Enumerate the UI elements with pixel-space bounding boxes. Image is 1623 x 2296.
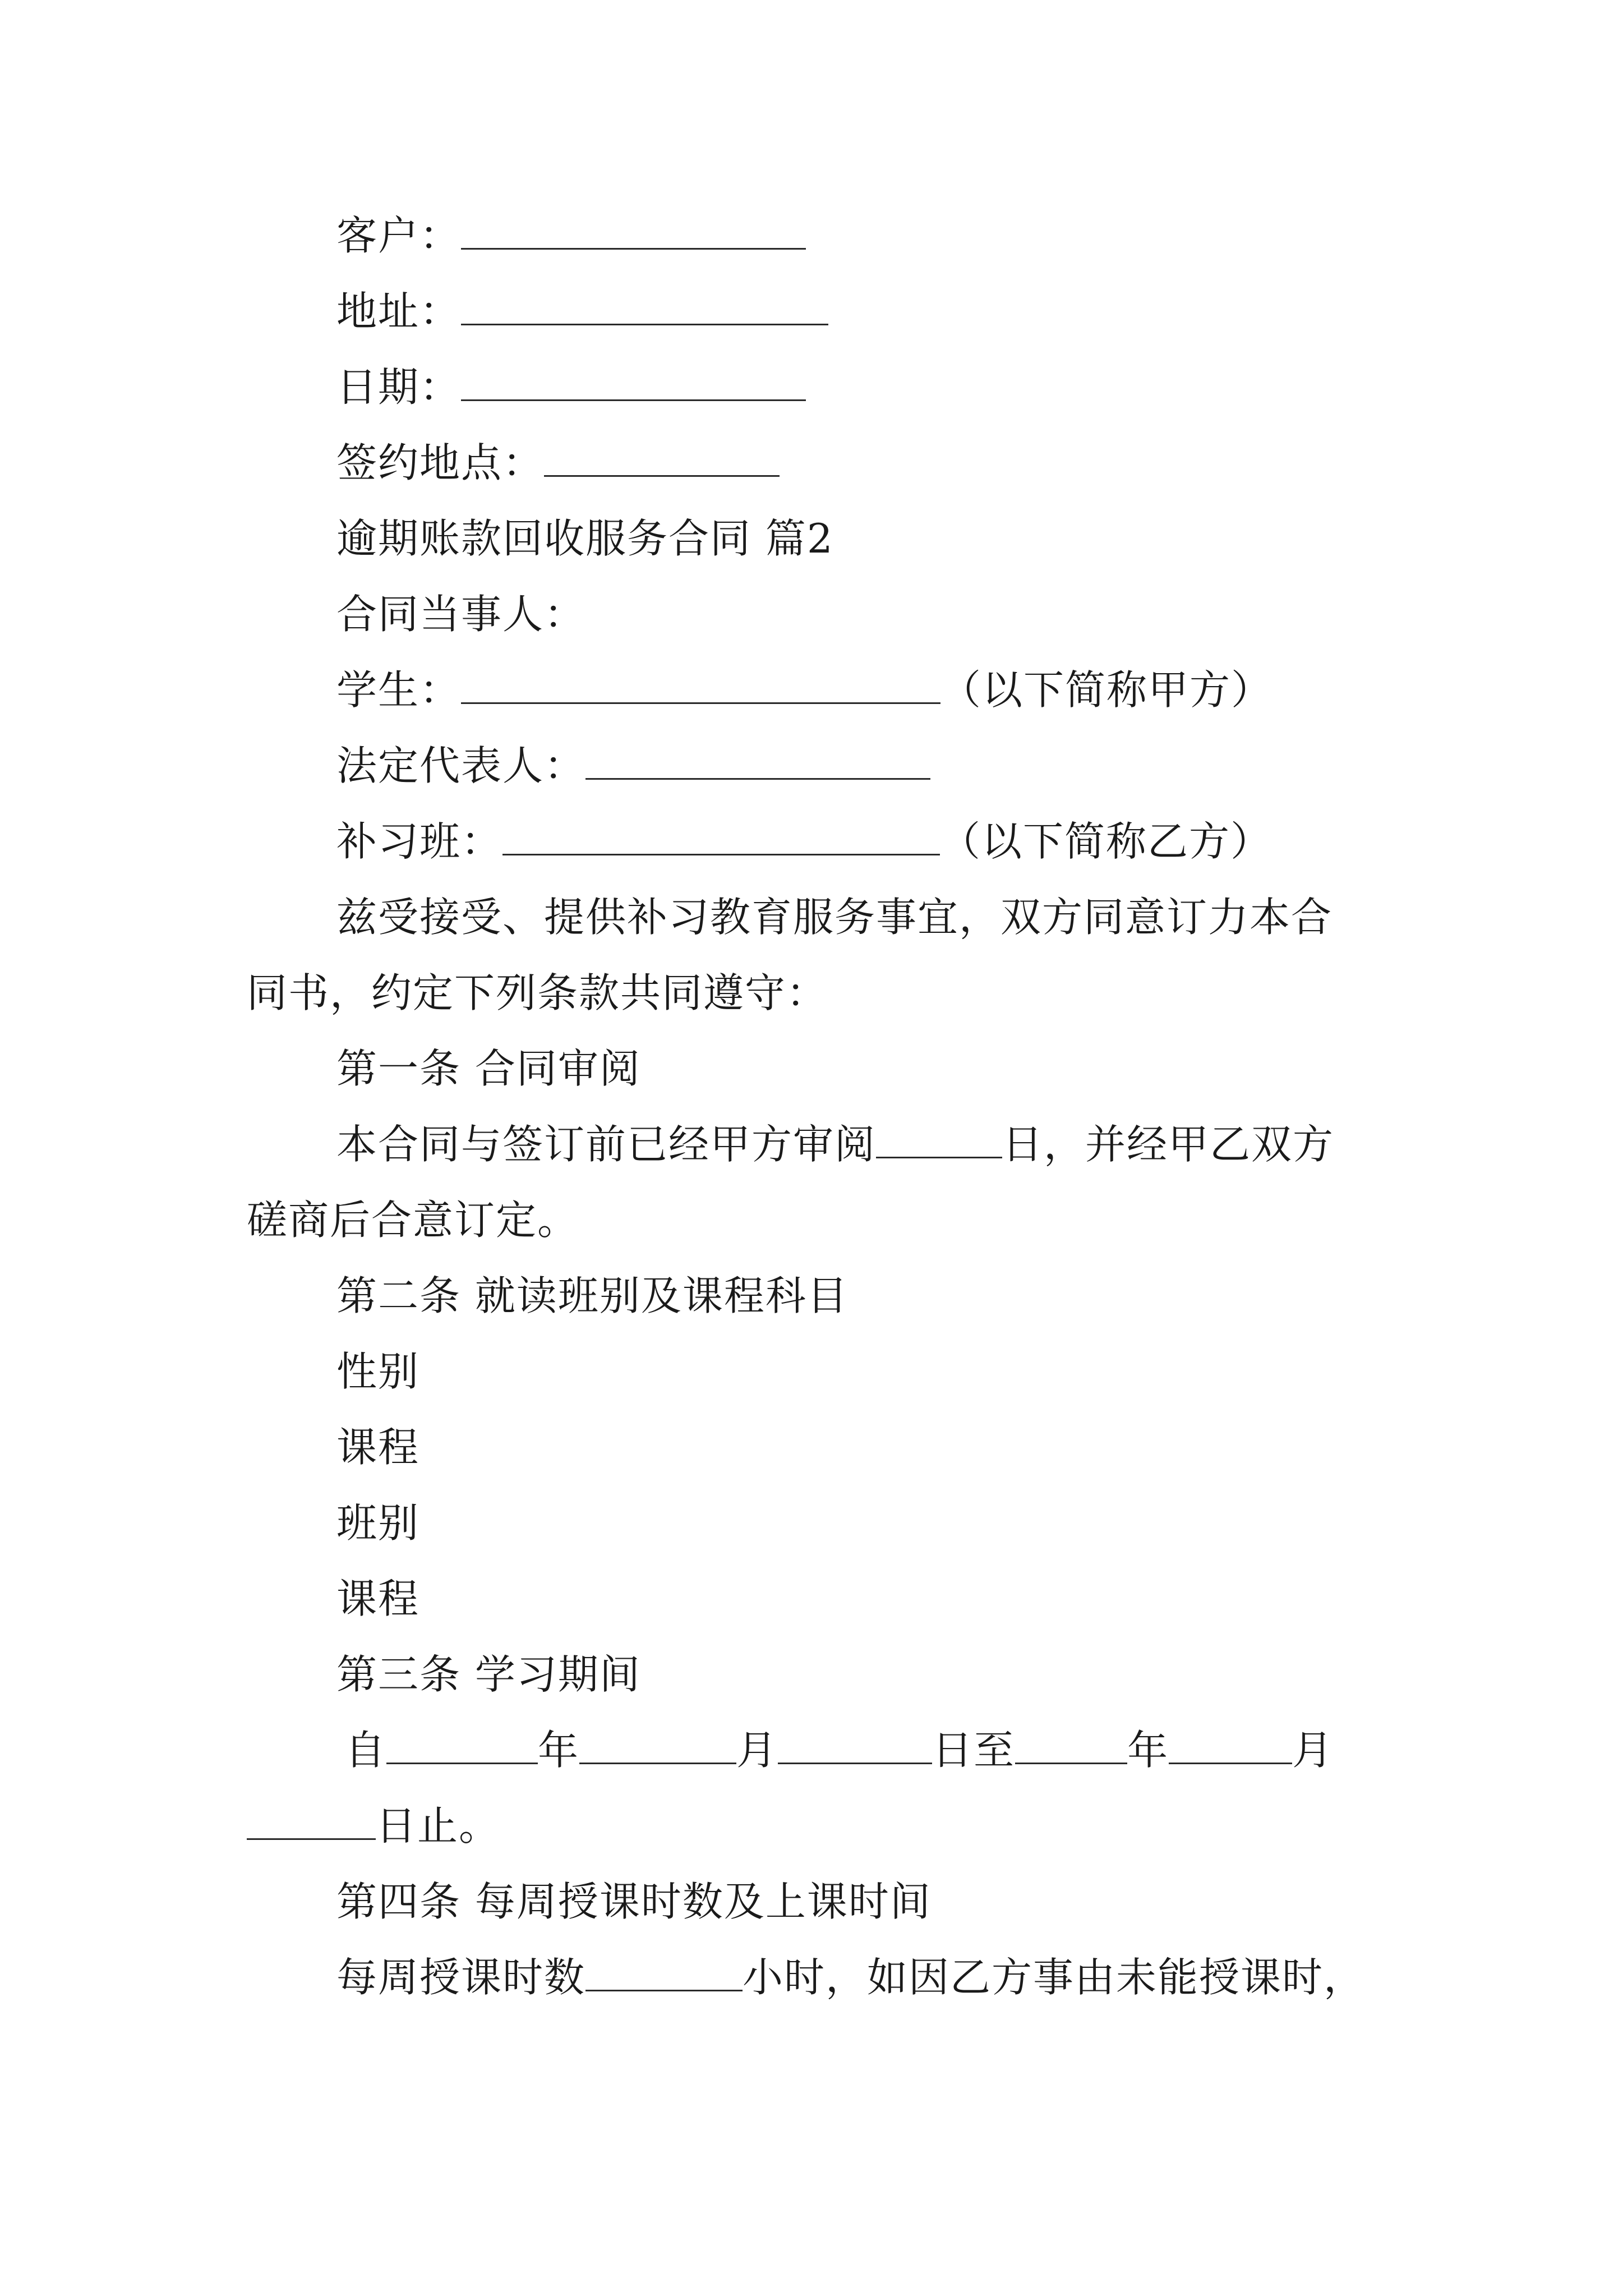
- date-label: 日期：: [336, 364, 462, 411]
- article-1-body-2: 磋商后合意订定。: [247, 1197, 579, 1244]
- tutoring-blank: [502, 819, 940, 855]
- start-day-blank: [778, 1728, 932, 1764]
- article-1-body-a: 本合同与签订前已经甲方审阅: [336, 1121, 877, 1168]
- article-4-body-a: 每周授课时数: [336, 1954, 586, 2001]
- intro-line-2: 同书，约定下列条款共同遵守：: [247, 969, 828, 1016]
- tutoring-line: [336, 813, 1623, 869]
- end-month-blank: [1169, 1728, 1292, 1764]
- start-month-blank: [579, 1728, 736, 1764]
- article-4-body: [336, 1949, 1623, 2005]
- student-line: [336, 662, 1623, 718]
- tutoring-label: 补习班：: [336, 818, 503, 865]
- legal-rep-blank: [585, 743, 930, 780]
- address-blank: [461, 289, 828, 325]
- customer-line: [336, 208, 1623, 264]
- student-suffix: （以下简称甲方）: [940, 666, 1273, 714]
- parties-heading: 合同当事人：: [336, 591, 586, 638]
- period-end: 日止。: [376, 1802, 501, 1849]
- article-1-title: 第一条 合同审阅: [336, 1045, 641, 1092]
- address-line: [336, 283, 1623, 339]
- address-label: 地址：: [336, 288, 462, 335]
- student-label: 学生：: [336, 666, 462, 714]
- weekly-hours-blank: [585, 1955, 743, 1991]
- end-day-blank: [247, 1803, 376, 1840]
- student-blank: [461, 668, 940, 704]
- section-title: 逾期账款回收服务合同 篇2: [336, 515, 834, 562]
- article-1-body-b: 日，并经甲乙双方: [1002, 1121, 1335, 1168]
- article-4-title: 第四条 每周授课时数及上课时间: [336, 1878, 932, 1925]
- legal-rep-label: 法定代表人：: [336, 742, 586, 789]
- article-2-title: 第二条 就读班别及课程科目: [336, 1272, 849, 1319]
- date-line: [336, 359, 1623, 415]
- study-period-line: [345, 1722, 1623, 1778]
- customer-label: 客户：: [336, 212, 462, 259]
- period-month-1: 月: [736, 1727, 778, 1774]
- period-month-2: 月: [1292, 1727, 1334, 1774]
- article-4-body-b: 小时，如因乙方事由未能授课时，: [743, 1954, 1366, 2001]
- customer-blank: [461, 213, 806, 250]
- date-blank: [461, 365, 806, 401]
- gender-label: 性别: [336, 1348, 420, 1395]
- period-from: 自: [345, 1727, 387, 1774]
- intro-line-1: 兹受接受、提供补习教育服务事宜，双方同意订力本合: [336, 894, 1333, 941]
- start-year-blank: [386, 1728, 538, 1764]
- article-3-title: 第三条 学习期间: [336, 1651, 641, 1698]
- article-1-body-1: [336, 1116, 1623, 1172]
- course-label-1: 课程: [336, 1424, 420, 1471]
- review-days-blank: [876, 1122, 1002, 1158]
- period-year-1: 年: [538, 1727, 580, 1774]
- class-label: 班别: [336, 1499, 420, 1547]
- sign-place-blank: [544, 440, 780, 477]
- legal-rep-line: [336, 738, 1623, 794]
- sign-place-label: 签约地点：: [336, 439, 545, 486]
- period-year-2: 年: [1127, 1727, 1169, 1774]
- sign-place-line: [336, 435, 1623, 491]
- study-period-end: [247, 1798, 1623, 1854]
- tutoring-suffix: （以下简称乙方）: [940, 818, 1272, 865]
- course-label-2: 课程: [336, 1575, 420, 1622]
- period-day-to: 日至: [932, 1727, 1016, 1774]
- end-year-blank: [1015, 1728, 1127, 1764]
